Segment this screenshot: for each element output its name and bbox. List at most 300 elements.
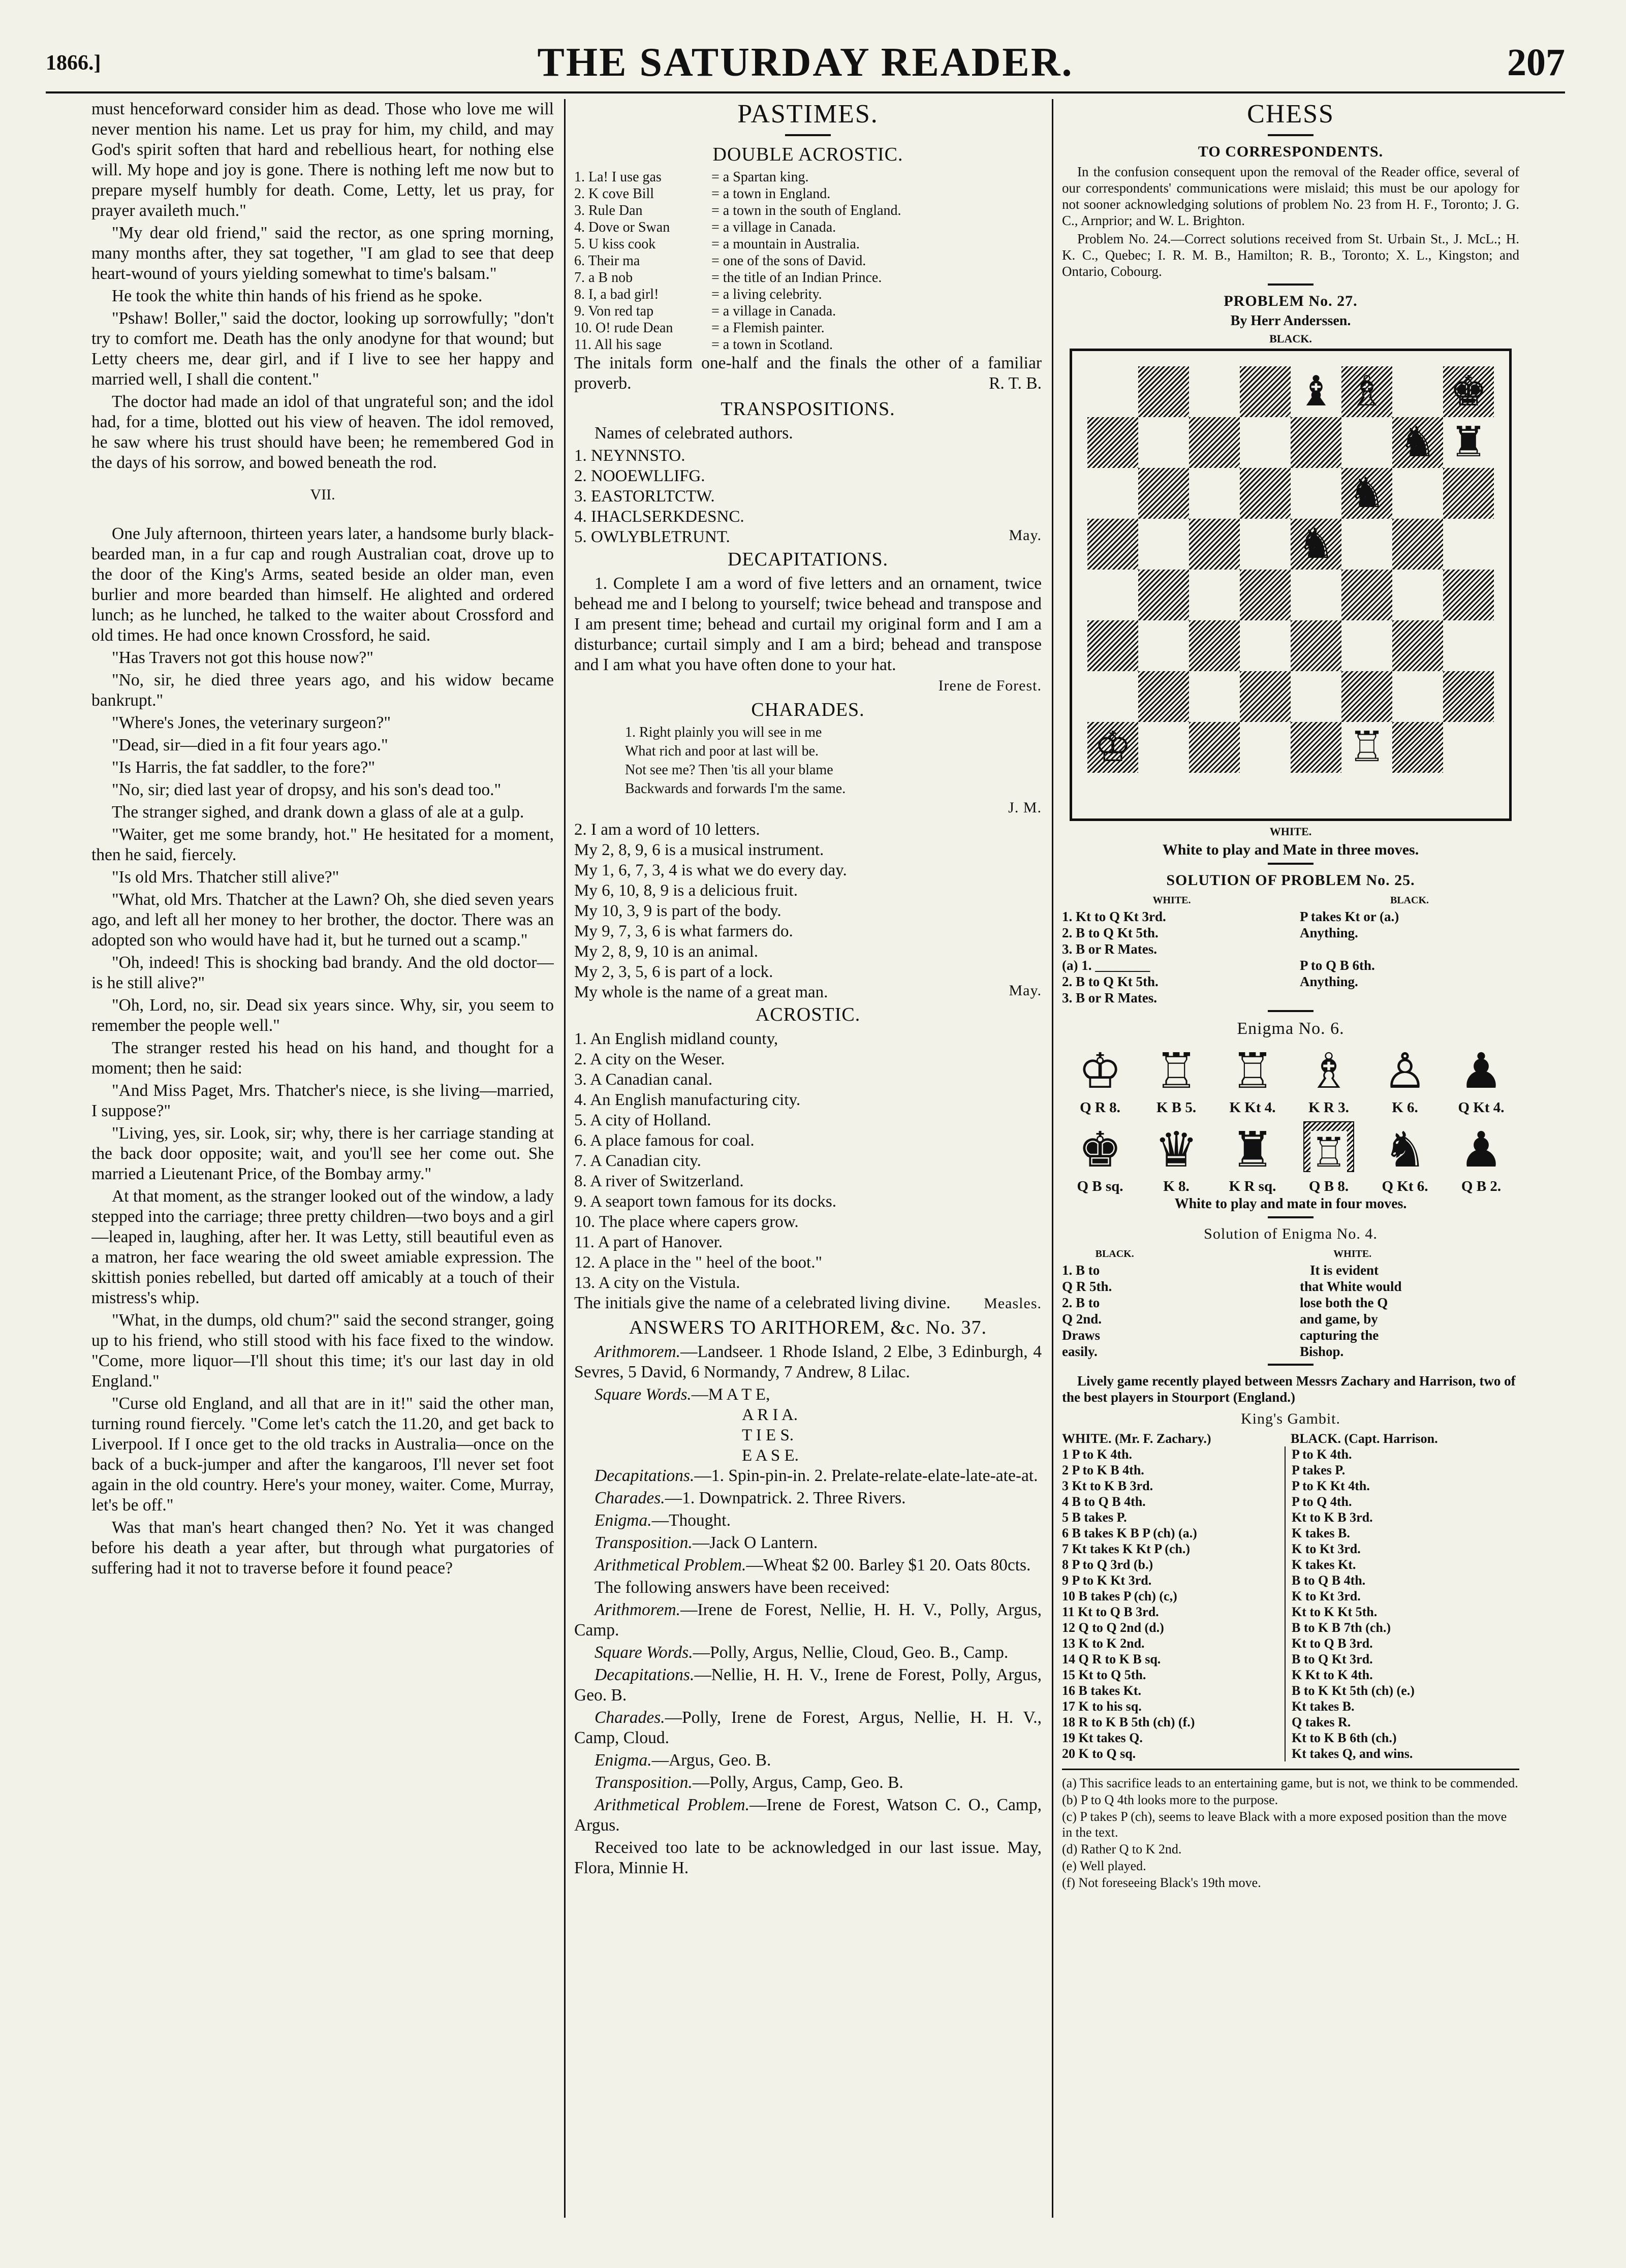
enigma-piece-cell [1369,1044,1441,1116]
game-move: B to Q B 4th. [1292,1573,1366,1588]
clue-word: 2. K cove Bill [574,186,654,202]
enigma-piece-cell [1217,1122,1288,1195]
game-move: K to Kt 3rd. [1292,1541,1361,1556]
poem-line: What rich and poor at last will be. [625,743,819,759]
acrostic-row [574,286,1042,303]
story-paragraph: "No, sir, he died three years ago, and his widow became bankrupt." [91,671,554,710]
acrostic-row [574,253,1042,269]
enigma-square-label: K R sq. [1229,1178,1276,1194]
answer-entry [574,1795,1042,1836]
enigma-square [1303,1121,1354,1176]
enigma-square-label: Q Kt 6. [1382,1178,1428,1194]
answer-label: Decapitations. [595,1665,695,1684]
enigma-piece: ♟ [1459,1123,1504,1177]
solution-heads: WHITE. BLACK. [1152,895,1429,906]
answer-entry [574,1533,1042,1553]
enigma-piece-cell [1446,1044,1517,1116]
puzzle-signature: May. [1009,527,1042,544]
story-paragraph: "No, sir; died last year of dropsy, and his son's dead too." [112,780,502,799]
clue-word: 5. U kiss cook [574,236,656,252]
game-move: K takes B. [1292,1526,1350,1540]
clue-word: 4. Dove or Swan [574,219,670,235]
enigma-piece: ♙ [1383,1044,1427,1098]
board-square [1189,468,1240,519]
solution-move: 2. B to Q Kt 5th. [1062,974,1159,989]
puzzle-heading: DOUBLE ACROSTIC. [712,144,903,165]
enigma-piece-cell [1141,1122,1212,1195]
board-square [1341,417,1392,468]
enigma-title: Enigma No. 6. [1237,1019,1344,1038]
game-move: P to Q 4th. [1292,1494,1352,1509]
list-item: My 2, 8, 9, 10 is an animal. [574,942,759,961]
game-move: K Kt to K 4th. [1292,1667,1373,1682]
board-square [1291,468,1341,519]
list-item: 3. A Canadian canal. [574,1070,713,1089]
enigma-piece: ♛ [1154,1123,1199,1177]
clue-word: 3. Rule Dan [574,203,643,218]
answers-list [574,1466,1042,1576]
solution-move: 1. B to Q R 5th. [1062,1263,1112,1294]
enigma-piece-cell [1065,1122,1136,1195]
charade-poem [574,724,1042,797]
enigma-piece-cell [1065,1044,1136,1116]
list-item: My 2, 3, 5, 6 is part of a lock. [574,963,773,981]
correspondents-text: In the confusion consequent upon the removal of the Reader office, several of our correspondents' communications were mislaid; this must be our apology for not sooner acknowledging solutions of problem No. 23 from H. F., Toronto; J. G. C., Arnprior; and W. L. Brighton. Problem No. 24.—Correct solutions received from St. Urbain St., J. McL.; H. K. C., Quebec; I. R. M. B., Hamilton; R. B., Toronto; X. L., Kingston; and Ontario, Cobourg. [1062,164,1519,279]
list-item: 5. A city of Holland. [574,1111,711,1129]
page-number: 207 [1507,41,1565,84]
enigma-piece: ♖ [1230,1044,1275,1098]
list-item: My 9, 7, 3, 6 is what farmers do. [574,922,793,940]
puzzle-signature: May. [1009,982,1042,999]
enigma-square-label: K 8. [1163,1178,1190,1194]
enigma-piece-cell [1293,1121,1364,1195]
board-square [1138,570,1189,620]
chess-piece: ♝ [1297,368,1335,415]
board-square [1189,417,1240,468]
list-item: 4. An English manufacturing city. [574,1091,801,1109]
issue-year: 1866.] [46,51,101,75]
clue-answer: = the title of an Indian Prince. [711,270,882,286]
enigma-piece-cell [1369,1122,1441,1195]
enigma-piece-wrap [1293,1121,1364,1178]
solution-move: P takes Kt or (a.) [1300,909,1399,924]
acrostic-row [574,202,1042,219]
enigma-piece: ♞ [1383,1123,1427,1177]
puzzle-signature: Irene de Forest. [938,677,1042,694]
answer-text: —Irene de Forest, Nellie, H. H. V., Polly, Argus, Camp. [574,1600,1042,1640]
answer-text: —Polly, Argus, Nellie, Cloud, Geo. B., Camp. [693,1643,1009,1662]
answer-label: Decapitations. [595,1466,695,1485]
solution-move: 3. B or R Mates. [1062,941,1157,957]
enigma-square-label: Q B 8. [1308,1178,1349,1194]
board-square [1087,417,1138,468]
story-paragraph: "Is Harris, the fat saddler, to the fore?" [112,758,376,777]
story-paragraph: He took the white thin hands of his friend as he spoke. [112,287,483,305]
answer-entry: Arithmorem.—Landseer. 1 Rhode Island, 2 Elbe, 3 Edinburgh, 4 Sevres, 5 David, 6 Normandy, 7 Andrew, 8 Lilac. [574,1342,1042,1381]
board-square [1392,366,1443,417]
board-square [1392,722,1443,773]
enigma-piece: ♖ [1310,1131,1347,1176]
answer-text: —Jack O Lantern. [692,1533,818,1552]
board-square [1087,468,1138,519]
divider [785,134,831,136]
list-item: 13. A city on the Vistula. [574,1274,740,1292]
game-move: 3 Kt to K B 3rd. [1062,1478,1153,1493]
puzzle-heading: ANSWERS TO ARITHOREM, &c. No. 37. [629,1317,987,1338]
story-paragraph: "Where's Jones, the veterinary surgeon?" [112,713,391,732]
acrostic-row [574,320,1042,336]
answer-label: Transposition. [595,1773,693,1792]
divider [1268,863,1314,865]
game-move: Kt takes Q, and wins. [1292,1746,1413,1761]
answer-label: Arithmetical Problem. [595,1556,746,1574]
game-heads: WHITE. (Mr. F. Zachary.) BLACK. (Capt. Harrison. [1062,1431,1438,1446]
answer-label: Charades. [595,1489,665,1507]
board-square [1291,417,1341,468]
game-move: 11 Kt to Q B 3rd. [1062,1604,1159,1619]
white-label: WHITE. [1269,825,1312,838]
masthead-title: THE SATURDAY READER. [537,40,1074,85]
list-item: 5. OWLYBLETRUNT. [574,528,730,546]
poem-line: Not see me? Then 'tis all your blame [625,762,833,778]
board-square [1341,620,1392,671]
story-paragraphs [91,99,554,473]
list-item: 12. A place in the " heel of the boot." [574,1253,822,1272]
game-move: 17 K to his sq. [1062,1699,1142,1714]
game-move: B to Q Kt 3rd. [1292,1652,1373,1666]
enigma-caption: White to play and mate in four moves. [1174,1196,1407,1212]
game-move: Kt to K Kt 5th. [1292,1604,1378,1619]
game-move: 15 Kt to Q 5th. [1062,1667,1146,1682]
clue-answer: = a village in Canada. [711,303,836,319]
list-item: 2. I am a word of 10 letters. [574,821,760,839]
puzzle-intro: Names of celebrated authors. [595,424,793,443]
story-paragraph: "Is old Mrs. Thatcher still alive?" [112,868,339,887]
enigma-piece-cell [1446,1122,1517,1195]
column-rule [564,99,566,2218]
list-item: 7. A Canadian city. [574,1152,701,1170]
game-move: Kt to K B 3rd. [1292,1510,1373,1525]
divider [1268,134,1314,136]
puzzle-heading: DECAPITATIONS. [727,549,888,570]
enigma-piece: ♚ [1078,1123,1122,1177]
received-list [574,1600,1042,1836]
board-square [1087,620,1138,671]
list-item: My 10, 3, 9 is part of the body. [574,902,781,920]
story-paragraphs [91,524,554,1579]
enigma-piece-cell [1217,1044,1288,1116]
chess-piece: ♞ [1297,521,1335,567]
board-square [1443,519,1494,570]
board-square [1240,722,1291,773]
game-move: 6 B takes K B P (ch) (a.) [1062,1526,1197,1540]
board-square [1291,620,1341,671]
game-note: (d) Rather Q to K 2nd. [1062,1842,1182,1856]
solution-move: 1. Kt to Q Kt 3rd. [1062,909,1166,924]
board-square [1138,722,1189,773]
clue-word: 8. I, a bad girl! [574,287,659,302]
game-note: (a) This sacrifice leads to an entertaining game, but is not, we think to be commended. [1062,1776,1518,1790]
game-move: P takes P. [1292,1463,1346,1477]
divider [1268,284,1314,286]
board-square [1443,570,1494,620]
board-square [1443,620,1494,671]
answer-entry [574,1643,1042,1663]
board-square [1189,722,1240,773]
list-item: My whole is the name of a great man. [574,983,828,1001]
board-square [1189,519,1240,570]
list-item: 4. IHACLSERKDESNC. [574,508,744,526]
puzzle-signature: Measles. [984,1295,1042,1312]
story-paragraph: "Pshaw! Boller," said the doctor, looking up sorrowfully; "don't try to comfort me. Death has the only anodyne for that wound; but Letty cheers me, dear girl, and if I live to see her happy and married well, I shall die content." [91,309,554,389]
enigma-solution: BLACK. 1. B to Q R 5th. 2. B to Q 2nd. Draws easily. WHITE. It is evident that White would lose both the Q and game, by capturing the Bishop. [1062,1248,1402,1359]
acrostic-row [574,336,1042,353]
board-square [1443,468,1494,519]
story-paragraph: Was that man's heart changed then? No. Yet it was changed before his death a year after, but through what purgatories of suffering had it not to traverse before it found peace? [91,1518,554,1578]
solution-move [1300,990,1405,1006]
board-square [1087,519,1138,570]
story-paragraph: One July afternoon, thirteen years later, a handsome burly black-bearded man, in a fur cap and rough Australian coat, drove up to the door of the King's Arms, seated beside an older man, even burlier and more bearded than himself. He alighted and ordered lunch; as he lunched, he talked to the waiter about Crossford and old times. He had once known Crossford, he said. [91,524,554,645]
acrostic-row [574,303,1042,320]
solution-move: Draws easily. [1062,1328,1100,1359]
acrostic-row [574,269,1042,286]
story-paragraph: At that moment, as the stranger looked out of the window, a lady stepped into the carriage; three pretty children—two boys and a girl—leaped in, laughing, after her. It was Letty, still beautiful even as a matron, her face wearing the old sweet amiable expression. The skittish ponies rebelled, but darted off amicably at a touch of their mistress's whip. [91,1187,554,1307]
enigma-square-label: Q B 2. [1461,1178,1502,1194]
divider [1268,1216,1314,1218]
board-square [1138,366,1189,417]
puzzle-heading: TRANSPOSITIONS. [721,398,895,420]
story-paragraph: The doctor had made an idol of that ungrateful son; and the idol had, for a time, blotted out his view of heaven. The idol removed, he saw where his trust should have been; he remembered God in the days of his sorrow, and bowed beneath the rod. [91,392,554,472]
chess-piece: ♗ [1348,368,1386,415]
story-paragraph: "Has Travers not got this house now?" [112,648,373,667]
game-intro: Lively game recently played between Messrs Zachary and Harrison, two of the best players in Stourport (England.) [1062,1373,1516,1405]
answer-label: Enigma. [595,1751,652,1770]
clue-word: 10. O! rude Dean [574,320,673,336]
enigma-square-label: K R 3. [1308,1099,1349,1116]
board-square [1240,417,1291,468]
board-square [1240,620,1291,671]
acrostic-list [574,1029,1042,1293]
solution-move: 2. B to Q 2nd. [1062,1295,1102,1327]
list-item: 2. NOOEWLLIFG. [574,467,705,485]
story-paragraph: "Oh, Lord, no, sir. Dead six years since. Why, sir, you seem to remember the people well." [91,996,554,1035]
charade-lines [574,820,1042,1002]
game-move: 7 Kt takes K Kt P (ch.) [1062,1541,1191,1556]
enigma-square-label: Q B sq. [1077,1178,1123,1194]
board-square [1240,519,1291,570]
problem-author: By Herr Anderssen. [1230,313,1351,329]
clue-answer: = a village in Canada. [711,219,836,235]
answer-entry [574,1665,1042,1706]
story-paragraph: "My dear old friend," said the rector, as one spring morning, many months after, they sat together, "I am glad to see that deep heart-wound of yours yielding somewhat to time's balsam." [91,224,554,283]
board-square [1392,671,1443,722]
poem-line: 1. Right plainly you will see in me [625,724,822,740]
enigma-row [1062,1044,1519,1116]
received-intro: The following answers have been received: [595,1578,890,1597]
clue-answer: = a town in England. [711,186,831,202]
chess-piece: ♔ [1094,724,1132,770]
board-square [1291,570,1341,620]
board-square [1240,671,1291,722]
enigma-square-label: K Kt 4. [1229,1099,1276,1116]
chapter-heading: VII. [310,486,335,503]
game-move: 14 Q R to K B sq. [1062,1652,1161,1666]
enigma-piece: ♜ [1230,1123,1275,1177]
story-paragraph: "What, old Mrs. Thatcher at the Lawn? Oh, she died seven years ago, and left all her money to her brother, the doctor. There was an adopted son who would have had it, but he turned out a scamp." [91,890,554,950]
list-item: My 2, 8, 9, 6 is a musical instrument. [574,841,824,859]
game-move: B to K B 7th (ch.) [1292,1620,1391,1635]
story-column [91,99,554,2218]
game-move: Kt takes B. [1292,1699,1355,1714]
problem-title: PROBLEM No. 27. [1224,293,1358,309]
column-rule [1052,99,1053,2218]
list-item: 3. EASTORLTCTW. [574,487,715,506]
board-square [1087,671,1138,722]
game-move: 9 P to K Kt 3rd. [1062,1573,1152,1588]
board-square [1392,570,1443,620]
board-square [1087,366,1138,417]
pastimes-column [574,99,1042,2218]
game-move: 12 Q to Q 2nd (d.) [1062,1620,1164,1635]
story-paragraph: "And Miss Paget, Mrs. Thatcher's niece, is she living—married, I suppose?" [91,1081,554,1120]
story-paragraph: "Oh, indeed! This is shocking bad brandy. And the old doctor—is he still alive?" [91,953,554,992]
story-paragraph: The stranger rested his head on his hand, and thought for a moment; then he said: [91,1038,554,1078]
enigma-square-label: Q Kt 4. [1458,1099,1505,1116]
black-label: BLACK. [1269,332,1312,345]
acrostic-row [574,236,1042,253]
clue-word: 9. Von red tap [574,303,654,319]
chess-piece: ♖ [1348,724,1386,770]
board-square [1240,366,1291,417]
list-item: 1. An English midland county, [574,1030,778,1048]
acrostic-row [574,169,1042,185]
board-square [1138,519,1189,570]
board-square [1189,620,1240,671]
chess-piece: ♜ [1450,419,1487,465]
list-item: My 6, 10, 8, 9 is a delicious fruit. [574,881,798,900]
solution-move: P to Q B 6th. [1300,958,1375,973]
solution-move: Anything. [1300,925,1358,940]
story-paragraph: "Waiter, get me some brandy, hot." He hesitated for a moment, then he said, fiercely. [91,825,554,864]
game-note: (f) Not foreseeing Black's 19th move. [1062,1875,1261,1890]
list-item: 10. The place where capers grow. [574,1213,799,1231]
list-item: 11. A part of Hanover. [574,1233,723,1251]
clue-word: 1. La! I use gas [574,169,662,185]
answer-entry [574,1600,1042,1641]
board-square [1341,671,1392,722]
square-words-answer: Square Words.—M A T E, A R I A. T I E S. E A S E. [595,1385,799,1465]
enigma-piece: ♖ [1154,1044,1199,1098]
list-item: 6. A place famous for coal. [574,1131,755,1150]
solution-moves [1062,908,1519,1006]
list-item: 9. A seaport town famous for its docks. [574,1192,837,1211]
enigma-piece-cell [1141,1044,1212,1116]
answer-entry [574,1773,1042,1793]
acrostic-row [574,185,1042,202]
answer-label: Charades. [595,1708,665,1727]
game-move: 1 P to K 4th. [1062,1447,1132,1462]
enigma-row [1062,1121,1519,1195]
answer-text: —Argus, Geo. B. [651,1751,771,1770]
game-move: Kt to K B 6th (ch.) [1292,1730,1397,1745]
board-square [1341,519,1392,570]
game-move: P to K Kt 4th. [1292,1478,1370,1493]
chess-column [1062,99,1519,2218]
answer-entry [574,1750,1042,1771]
answer-entry [574,1488,1042,1508]
answer-text: —Nellie, H. H. V., Irene de Forest, Polly, Argus, Geo. B. [574,1665,1042,1705]
clue-answer: = a mountain in Australia. [711,236,860,252]
chess-board [1070,349,1512,821]
board-square [1392,620,1443,671]
section-title: PASTIMES. [737,100,879,129]
board-square [1240,570,1291,620]
answer-text: —Thought. [651,1511,731,1530]
answer-label: Square Words. [595,1643,693,1662]
solution-move: (a) 1. ________ [1062,958,1150,973]
game-move: Q takes R. [1292,1715,1351,1729]
solution-move: Anything. [1300,974,1358,989]
answer-label: Transposition. [595,1533,693,1552]
correspondents-heading: TO CORRESPONDENTS. [1198,143,1384,160]
answer-entry [574,1555,1042,1576]
clue-answer: = a town in the south of England. [711,203,901,218]
game-title: King's Gambit. [1240,1410,1341,1427]
board-square [1291,722,1341,773]
answer-label: Arithmorem. [595,1600,681,1619]
game-notes [1062,1769,1519,1891]
chess-piece: ♞ [1348,470,1386,516]
board-square [1087,570,1138,620]
enigma-piece-cell [1293,1044,1364,1116]
solution-move: 3. B or R Mates. [1062,990,1157,1005]
list-item: 1. NEYNNSTO. [574,447,685,465]
board-square [1189,570,1240,620]
game-move: P to K 4th. [1292,1447,1352,1462]
clue-answer: = a living celebrity. [711,287,822,302]
board-square [1138,671,1189,722]
enigma-piece: ♟ [1459,1044,1504,1098]
late-note: Received too late to be acknowledged in our last issue. May, Flora, Minnie H. [574,1838,1042,1877]
game-move: B to K Kt 5th (ch) (e.) [1292,1683,1415,1698]
game-move: 8 P to Q 3rd (b.) [1062,1557,1153,1572]
board-square [1392,519,1443,570]
game-move: 5 B takes P. [1062,1510,1127,1525]
problem-caption: White to play and Mate in three moves. [1162,841,1419,858]
answer-text: —Polly, Irene de Forest, Argus, Nellie, H. H. V., Camp, Cloud. [574,1708,1042,1747]
puzzle-text: 1. Complete I am a word of five letters and an ornament, twice behead me and I belong to yourself; twice behead and transpose and I am present time; behead and curtail my original form and I am a disturbance; curtail simply and I am a bird; behead and transpose and I am what you have often done to your hat. [574,574,1042,674]
puzzle-note: The initials give the name of a celebrated living divine. [574,1294,951,1312]
puzzle-note: The initals form one-half and the finals the other of a familiar proverb. R. T. B. [574,354,1042,393]
game-move: 10 B takes P (ch) (c,) [1062,1589,1177,1603]
game-move: K takes Kt. [1292,1557,1356,1572]
answer-label: Arithmetical Problem. [595,1796,749,1814]
story-paragraph: "Living, yes, sir. Look, sir; why, there is her carriage standing at the back door opposite; wait, and you'll see her come out. She married a Lieutenant Price, of the Bombay army." [91,1124,554,1183]
solution-move [1300,941,1405,957]
board-square [1138,468,1189,519]
clue-word: 7. a B nob [574,270,633,286]
answer-text: —Wheat $2 00. Barley $1 20. Oats 80cts. [746,1556,1031,1574]
game-move: K to Kt 3rd. [1292,1589,1361,1603]
story-paragraph: "What, in the dumps, old chum?" said the second stranger, going up to his friend, who still stood with his face fixed to the window. "Come, more liquor—I'll shout this time; it's our last day in old England." [91,1311,554,1391]
clue-word: 6. Their ma [574,253,640,269]
enigma-piece: ♗ [1306,1044,1351,1098]
clue-answer: = a town in Scotland. [711,337,833,353]
enigma-piece: ♔ [1078,1044,1122,1098]
game-move: 16 B takes Kt. [1062,1683,1141,1698]
list-item: 2. A city on the Weser. [574,1050,725,1068]
board-square [1443,671,1494,722]
